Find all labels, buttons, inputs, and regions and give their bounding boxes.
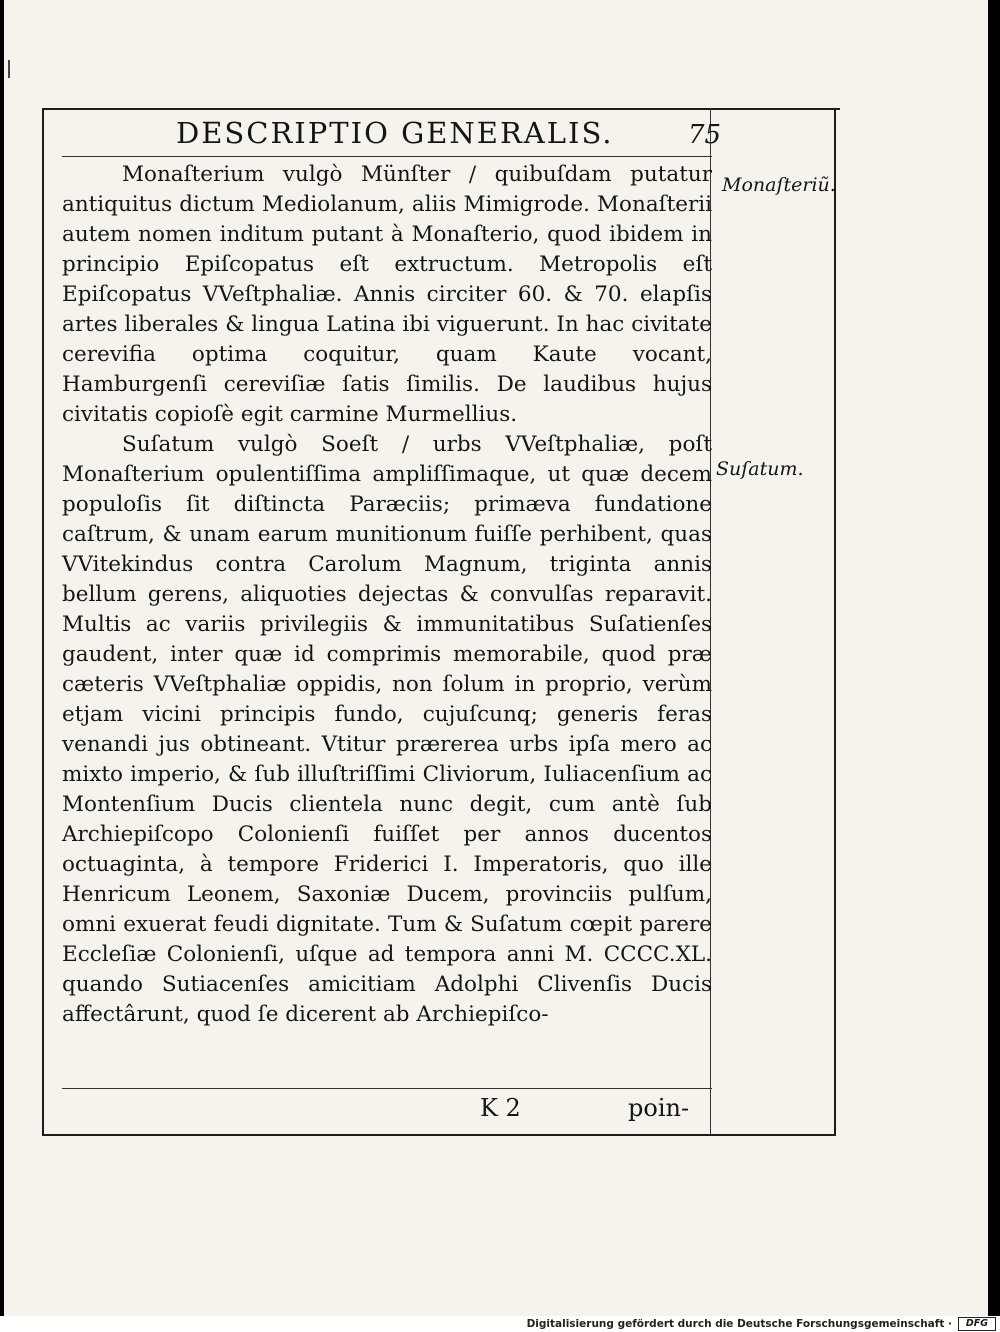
running-head: DESCRIPTIO GENERALIS. [176,116,614,150]
marginal-note-susatum: Suſatum. [716,458,804,480]
signature-mark: K 2 [480,1094,521,1122]
header-rule [62,156,712,157]
frame-top-rule [44,108,840,110]
footer-rule [62,1088,712,1089]
scanned-page [4,0,988,1316]
body-text [62,160,712,1030]
catchword: poin- [628,1094,690,1122]
dfg-logo: DFG [958,1317,996,1331]
marginal-note-monasterium: Monaſteriũ. [722,174,836,196]
paragraph-susatum: Suſatum vulgò Soeſt / urbs VVeſtphaliæ, poſt Monaſterium opulentiſſima ampliſſimaque, ut quæ decem populoſis ſit diſtincta Paræciis; primæva fundatione caſtrum, & unam earum munitionum fuiſſe perhibent, quas VVitekindus contra Carolum Magnum, triginta annis bellum gerens, aliquoties dejectas & convulſas reparavit. Multis ac variis privilegiis & immunitatibus Suſatienſes gaudent, inter quæ id comprimis memorabile, quod præ cæteris VVeſtphaliæ oppidis, non ſolum in proprio, verùm etjam vicini principis fundo, cujuſcunq; generis feras venandi jus obtineant. Vtitur prærerea urbs ipſa mero ac mixto imperio, & ſub illuſtriſſimi Cliviorum, Iuliacenſium ac Montenſium Ducis clientela nunc degit, cum antè ſub Archiepiſcopo Colonienſi fuiſſet per annos ducentos octuaginta, à tempore Friderici I. Imperatoris, quo ille Henricum Leonem, Saxoniæ Ducem, provinciis pulſum, omni exuerat feudi dignitate. Tum & Suſatum cœpit parere Eccleſiæ Colonienſi, uſque ad tempora anni M. CCCC.XL. quando Sutiacenſes amicitiam Adolphi Clivenſis Ducis affectârunt, quod ſe dicerent ab Archiepiſco- [62,432,712,1027]
funding-credit: Digitalisierung gefördert durch die Deutsche Forschungsgemeinschaft · [526,1318,952,1330]
frame-left-rule [42,108,44,1136]
paragraph-monasterium: Monaſterium vulgò Münſter / quibuſdam putatur antiquitus dictum Mediolanum, aliis Mimigrode. Monaſterii autem nomen inditum putant à Monaſterio, quod ibidem in principio Epiſcopatus eſt extructum. Metropolis eſt Epiſcopatus VVeſtphaliæ. Annis circiter 60. & 70. elapſis artes liberales & lingua Latina ibi viguerunt. In hac civitate cerevifia optima coquitur, quam Kaute vocant, Hamburgenſi cereviſiæ ſatis ſimilis. De laudibus hujus civitatis copioſè egit carmine Murmellius. [62,162,712,427]
page-number: 75 [688,120,722,150]
frame-bottom-rule [44,1134,836,1136]
frame-right-rule [834,108,836,1136]
page-edge-mark [8,60,10,78]
